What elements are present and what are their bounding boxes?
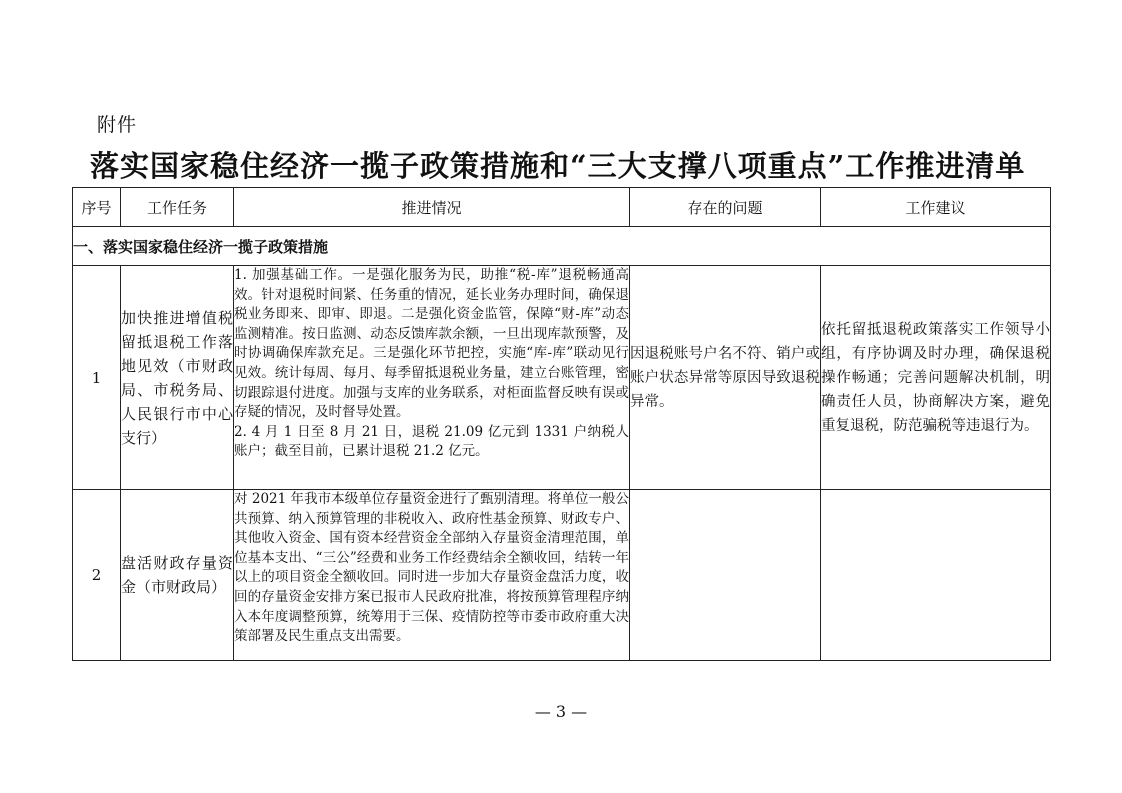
work-progress-table (72, 187, 1051, 661)
progress-paragraph: 1. 加强基础工作。一是强化服务为民，助推“税-库”退税畅通高效。针对退税时间紧、任务重的情况，延长业务办理时间，确保退税业务即来、即审、即退。二是强化资金监管，保障“财-库”动态监测精准。按日监测、动态反馈库款余额，一旦出现库款预警，及时协调确保库款充足。三是强化环节把控，实施“库-库”联动见行见效。统计每周、每月、每季留抵退税业务量，建立台账管理，密切跟踪退付进度。加强与支库的业务联系，对柜面监督反映有误或存疑的情况，及时督导处置。 (234, 267, 629, 421)
document-title: 落实国家稳住经济一揽子政策措施和“三大支撑八项重点”工作推进清单 (90, 149, 1026, 183)
row-progress (234, 490, 630, 661)
progress-paragraph: 对 2021 年我市本级单位存量资金进行了甄别清理。将单位一般公共预算、纳入预算管理的非税收入、政府性基金预算、财政专户、其他收入资金、国有资本经营资金全部纳入存量资金清理范围，单位基本支出、“三公”经费和业务工作经费结余全额收回，结转一年以上的项目资金全额收回。同时进一步加大存量资金盘活力度，收回的存量资金安排方案已报市人民政府批准，将按预算管理程序纳入本年度调整预算，统筹用于三保、疫情防控等市委市政府重大决策部署及民生重点支出需要。 (234, 491, 629, 645)
row-advice (821, 490, 1051, 661)
table-header-row (73, 188, 1051, 227)
header-advice: 工作建议 (821, 188, 1051, 227)
row-advice: 依托留抵退税政策落实工作领导小组，有序协调及时办理，确保退税操作畅通；完善问题解决机制，明确责任人员，协商解决方案，避免重复退税，防范骗税等违退行为。 (821, 266, 1051, 490)
section-title: 一、落实国家稳住经济一揽子政策措施 (73, 227, 1051, 266)
row-number: 1 (73, 266, 121, 490)
table-row (73, 490, 1051, 661)
row-progress (234, 266, 630, 490)
row-issue (630, 490, 821, 661)
header-number: 序号 (73, 188, 121, 227)
header-progress: 推进情况 (234, 188, 630, 227)
row-number: 2 (73, 490, 121, 661)
row-issue: 因退税账号户名不符、销户或账户状态异常等原因导致退税异常。 (630, 266, 821, 490)
table-row (73, 266, 1051, 490)
header-issue: 存在的问题 (630, 188, 821, 227)
header-task: 工作任务 (121, 188, 234, 227)
row-task: 盘活财政存量资金（市财政局） (121, 490, 234, 661)
row-task: 加快推进增值税留抵退税工作落地见效（市财政局、市税务局、人民银行市中心支行） (121, 266, 234, 490)
section-heading-row (73, 227, 1051, 266)
page-number: — 3 — (534, 702, 588, 721)
progress-paragraph: 2. 4 月 1 日至 8 月 21 日，退税 21.09 亿元到 1331 户纳税人账户；截至目前，已累计退税 21.2 亿元。 (234, 423, 629, 460)
attachment-label: 附件 (97, 114, 138, 136)
